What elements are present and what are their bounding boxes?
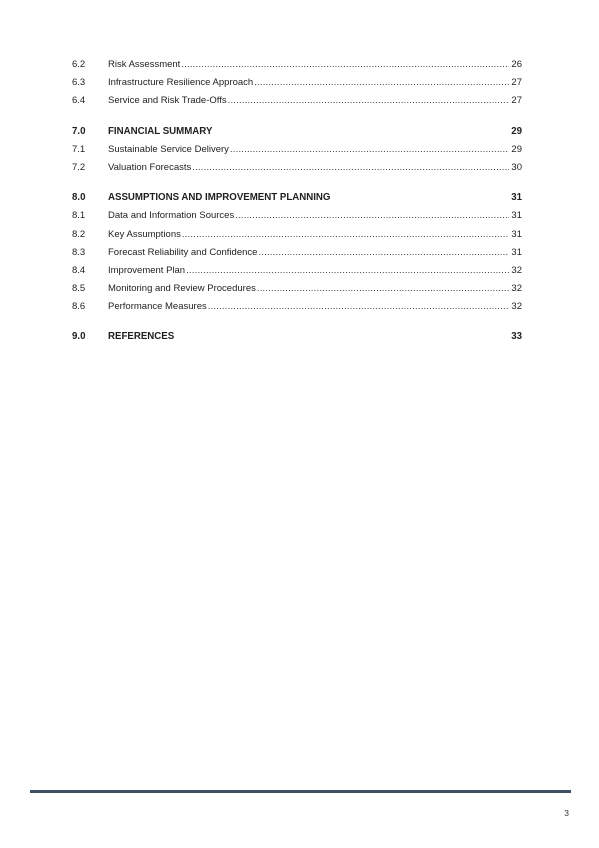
toc-heading-number: 9.0: [72, 331, 86, 343]
toc-entry-page: 26: [511, 59, 522, 70]
toc-entry-number: 6.4: [72, 95, 86, 107]
toc-entry-number: 8.1: [72, 210, 86, 222]
toc-entry-page: 27: [511, 95, 522, 107]
toc-heading-number: 8.0: [72, 192, 86, 204]
dot-leader: [257, 280, 510, 298]
dot-leader: [181, 56, 509, 74]
page-number: 3: [564, 808, 569, 818]
toc-entry-page: 30: [511, 161, 522, 173]
dot-leader: [228, 92, 510, 110]
dot-leader: [186, 262, 509, 280]
toc-heading-page: 33: [511, 331, 522, 343]
toc-heading-title: ASSUMPTIONS AND IMPROVEMENT PLANNING: [108, 192, 331, 204]
dot-leader: [208, 298, 510, 316]
toc-heading-title: REFERENCES: [108, 331, 175, 343]
section-spacer: [72, 177, 522, 189]
toc-entry-title: Service and Risk Trade-Offs: [108, 95, 227, 107]
toc-entry-page: 31: [511, 210, 522, 222]
toc-heading-title: FINANCIAL SUMMARY: [108, 125, 213, 137]
toc-entry-number: 6.3: [72, 77, 86, 89]
toc-entry-title: Risk Assessment: [108, 59, 181, 70]
toc-entry-title: Performance Measures: [108, 301, 207, 313]
section-spacer: [72, 316, 522, 328]
toc-entry-8-6[interactable]: [72, 298, 522, 316]
toc-entry-7-2[interactable]: [72, 159, 522, 177]
toc-entry-8-4[interactable]: [72, 262, 522, 280]
toc-entry-number: 8.5: [72, 283, 86, 295]
toc-entry-title: Infrastructure Resilience Approach: [108, 77, 254, 89]
dot-leader: [254, 74, 509, 92]
toc-entry-title: Data and Information Sources: [108, 210, 235, 222]
toc-entry-number: 8.2: [72, 228, 86, 240]
toc-entry-6-2[interactable]: [72, 56, 522, 74]
toc-entry-title: Improvement Plan: [108, 264, 186, 276]
toc-entry-page: 31: [511, 228, 522, 240]
toc-heading-8-0[interactable]: [72, 189, 522, 207]
toc-heading-page: 31: [511, 192, 522, 204]
toc-entry-6-3[interactable]: [72, 74, 522, 92]
toc-entry-number: 8.3: [72, 246, 86, 258]
toc-entry-page: 29: [511, 143, 522, 155]
toc-entry-page: 32: [511, 301, 522, 313]
toc-entry-6-4[interactable]: [72, 92, 522, 110]
dot-leader: [258, 244, 509, 262]
toc-entry-number: 7.1: [72, 143, 86, 155]
toc-heading-page: 29: [511, 125, 522, 137]
toc-entry-title: Valuation Forecasts: [108, 161, 192, 173]
toc-entry-title: Key Assumptions: [108, 228, 181, 240]
toc-entry-page: 32: [511, 264, 522, 276]
toc-entry-title: Sustainable Service Delivery: [108, 143, 229, 155]
toc-entry-8-3[interactable]: [72, 244, 522, 262]
toc-entry-page: 32: [511, 283, 522, 295]
toc-heading-7-0[interactable]: [72, 123, 522, 141]
footer-divider: [30, 790, 571, 793]
toc-entry-7-1[interactable]: [72, 141, 522, 159]
toc-entry-number: 6.2: [72, 59, 86, 70]
dot-leader: [235, 207, 509, 225]
table-of-contents: [72, 56, 522, 347]
toc-heading-9-0[interactable]: [72, 328, 522, 346]
section-spacer: [72, 111, 522, 123]
toc-entry-8-5[interactable]: [72, 280, 522, 298]
dot-leader: [230, 141, 510, 159]
toc-entry-number: 8.4: [72, 264, 86, 276]
toc-entry-page: 27: [511, 77, 522, 89]
dot-leader: [182, 226, 510, 244]
toc-entry-number: 7.2: [72, 161, 86, 173]
toc-entry-title: Forecast Reliability and Confidence: [108, 246, 258, 258]
toc-entry-page: 31: [511, 246, 522, 258]
toc-entry-8-1[interactable]: [72, 207, 522, 225]
toc-entry-number: 8.6: [72, 301, 86, 313]
dot-leader: [192, 159, 509, 177]
toc-entry-8-2[interactable]: [72, 226, 522, 244]
toc-entry-title: Monitoring and Review Procedures: [108, 283, 256, 295]
toc-heading-number: 7.0: [72, 125, 86, 137]
